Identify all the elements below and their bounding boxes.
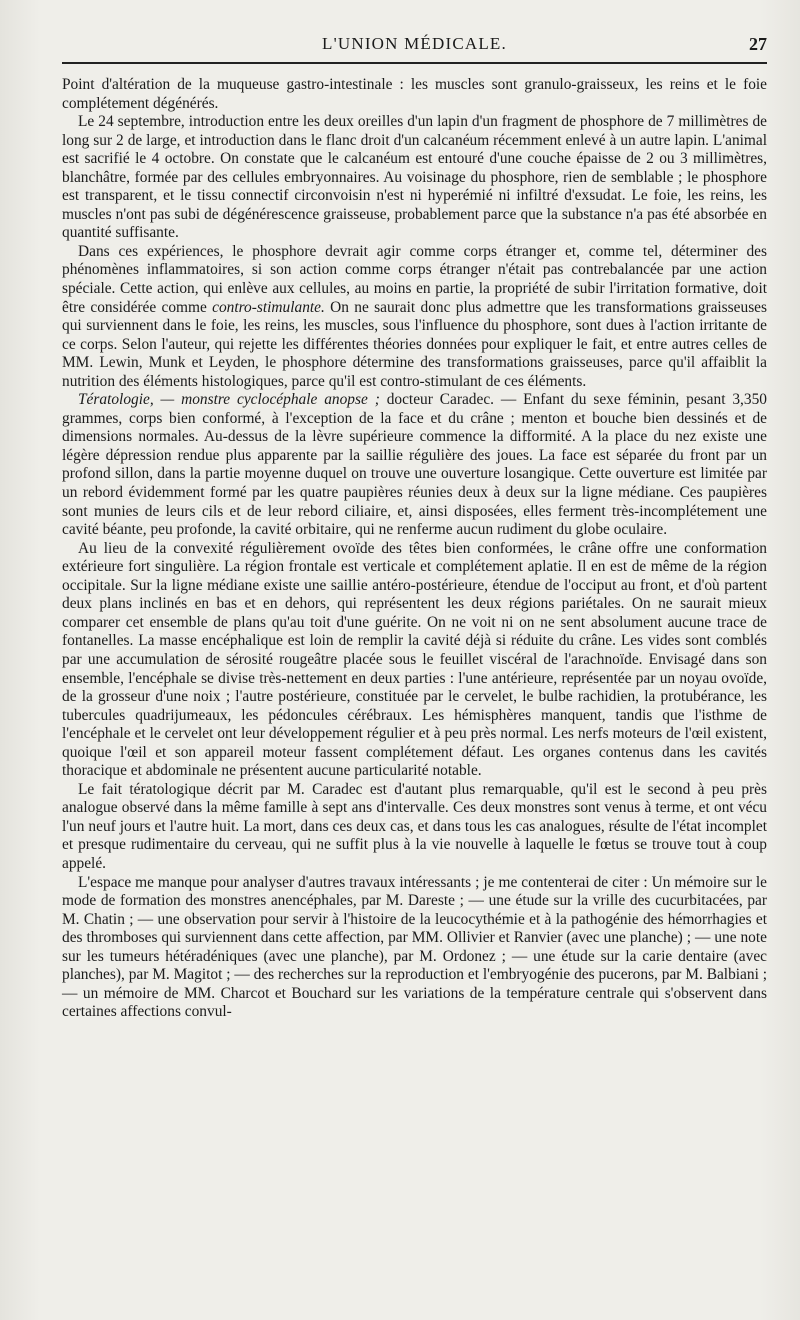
italic-term: contro-stimulante. [212, 298, 325, 316]
paragraph [62, 243, 767, 391]
paragraph: Point d'altération de la muqueuse gastro-intestinale : les muscles sont granulo-graisseux, les reins et le foie complétement dégénérés. [62, 76, 767, 112]
page-header [62, 30, 767, 64]
paragraph: Le fait tératologique décrit par M. Caradec est d'autant plus remarquable, qu'il est le second à peu près analogue observé dans la même famille à sept ans d'intervalle. Ces deux monstres sont venus à terme, et ont vécu l'un neuf jours et l'autre huit. La mort, dans ces deux cas, et dans tous les cas analogues, résulte de l'état incomplet et presque rudimentaire du cerveau, qui ne suffit plus à la vie nouvelle à laquelle le fœtus se trouve tout à coup appelé. [62, 780, 767, 872]
text-run: On ne saurait donc plus admettre que les transformations graisseuses qui surviennent dans le foie, les reins, les muscles, sous l'influence du phosphore, sont dues à l'action irritante de ce corps. Selon l'auteur, qui rejette les différentes théories données pour expliquer le fait, et entre autres celles de MM. Lewin, Munk et Leyden, le phosphore détermine des transformations graisseuses, parce qu'il affaiblit la nutrition des éléments histologiques, parce qu'il est contro-stimulant de ces éléments. [62, 298, 768, 390]
body-text [62, 76, 767, 1022]
paragraph: Le 24 septembre, introduction entre les deux oreilles d'un lapin d'un fragment de phosphore de 7 millimètres de long sur 2 de large, et introduction dans le flanc droit d'un calcanéum récemment enlevé à un autre lapin. L'animal est sacrifié le 4 octobre. On constate que le calcanéum est entouré d'une couche épaisse de 2 ou 3 millimètres, blanchâtre, formée par des cellules embryonnaires. Au voisinage du phosphore, rien de semblable ; le phosphore est transparent, et le tissu connectif circonvoisin n'est ni hyperémié ni infiltré d'exsudat. Le foie, les reins, les muscles n'ont pas subi de dégénérescence graisseuse, probablement parce que la substance n'a pas été absorbée en quantité suffisante. [62, 113, 767, 242]
text-run: Dans ces expériences, le phosphore devrait agir comme corps étranger et, comme tel, déterminer des phénomènes inflammatoires, si son action comme corps étranger n'était pas contrebalancée par une action spéciale. Cette action, qui enlève aux cellules, au moins en partie, la propriété de subir l'irritation formative, doit être considérée comme [62, 242, 767, 316]
running-title: L'UNION MÉDICALE. [322, 34, 507, 53]
paragraph: Au lieu de la convexité régulièrement ovoïde des têtes bien conformées, le crâne offre une conformation extérieure fort singulière. La région frontale est verticale et complétement aplatie. Il en est de même de la région occipitale. Sur la ligne médiane existe une saillie antéro-postérieure, étendue de l'occiput au front, et d'où partent deux plans inclinés en bas et en dehors, qui représentent les deux régions pariétales. On ne saurait mieux comparer cet ensemble de plans qu'au toit d'une guérite. On ne voit ni on ne sent absolument aucune trace de fontanelles. La masse encéphalique est loin de remplir la cavité déjà si réduite du crâne. Les vides sont comblés par une accumulation de sérosité rougeâtre placée sous le feuillet viscéral de l'arachnoïde. Envisagé dans son ensemble, l'encéphale se divise très-nettement en deux parties : l'une antérieure, représentée par un noyau ovoïde, de la grosseur d'une noix ; l'autre postérieure, constituée par le cervelet, le bulbe rachidien, la protubérance, les tubercules quadrijumeaux, les pédoncules cérébraux. Les hémisphères manquent, tandis que l'isthme de l'encéphale et le cervelet ont leur développement régulier et à peu près normal. Les nerfs moteurs de l'œil existent, quoique l'œil et son appareil moteur fassent complétement défaut. Les organes contenus dans les cavités thoracique et abdominale ne présentent aucune particularité notable. [62, 539, 767, 780]
page-number: 27 [749, 34, 767, 54]
paragraph: L'espace me manque pour analyser d'autres travaux intéressants ; je me contenterai de citer : Un mémoire sur le mode de formation des monstres anencéphales, par M. Dareste ; — une étude sur la vrille des cucurbitacées, par M. Chatin ; — une observation pour servir à l'histoire de la leucocythémie et à la pathogénie des hémorrhagies et des thromboses qui surviennent dans cette affection, par MM. Ollivier et Ranvier (avec une planche) ; — une note sur les tumeurs hétéradéniques (avec une planche), par M. Ordonez ; — une étude sur la carie dentaire (avec planches), par M. Magitot ; — des recherches sur la reproduction et l'embryogénie des pucerons, par M. Balbiani ; — un mémoire de MM. Charcot et Bouchard sur les variations de la température centrale qui s'observent dans certaines affections convul- [62, 873, 767, 1021]
section-heading: Tératologie, — monstre cyclocéphale anopse ; [78, 391, 380, 409]
paragraph [62, 391, 767, 539]
text-run: docteur Caradec. — Enfant du sexe féminin, pesant 3,350 grammes, corps bien conformé, à l'exception de la face et du crâne ; menton et bouche bien dessinés et de dimensions normales. Au-dessus de la lèvre supérieure commence la difformité. A la place du nez existe une légère dépression rendue plus apparente par la saillie régulière des joues. La face est séparée du front par un profond sillon, dans la partie moyenne duquel on trouve une ouverture losangique. Cette ouverture est limitée par un rebord évidemment formé par les quatre paupières réunies deux à deux sur la ligne médiane. Ces paupières sont munies de leurs cils et de leur rebord ciliaire, et, ainsi disposées, elles ferment très-incomplétement une cavité béante, peu profonde, la cavité orbitaire, qui ne renferme aucun rudiment du globe oculaire. [62, 391, 767, 539]
